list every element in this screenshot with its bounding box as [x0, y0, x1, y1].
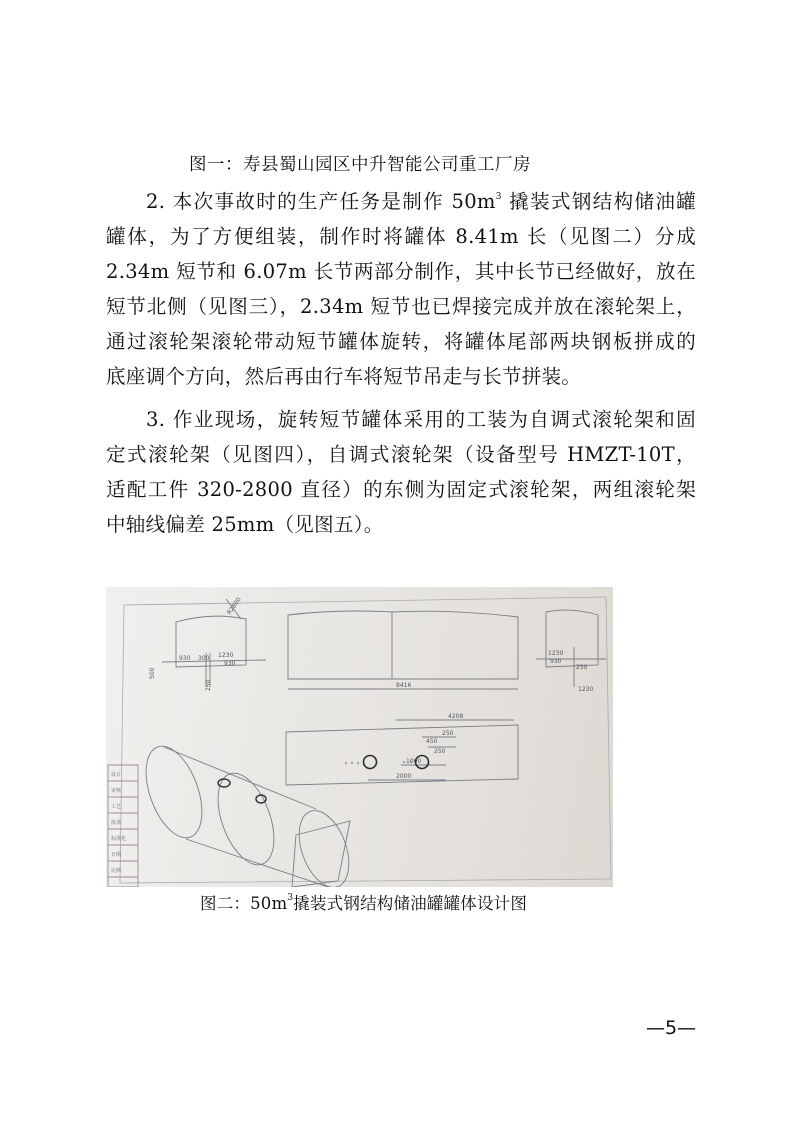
dim-450: 450 [426, 738, 438, 745]
dim-500-left: 500 [149, 667, 156, 679]
tank-drawing-svg [106, 587, 613, 887]
figure2-caption: 图二：$50m^3$撬装式钢结构储油罐罐体设计图 [200, 893, 528, 913]
title-block-cell: 日期 [111, 852, 122, 858]
title-block-cell: 工艺 [111, 804, 122, 810]
para2-line-4: 短节北侧（见图三），2.34m 短节也已焊接完成并放在滚轮架上， [106, 295, 696, 318]
dim-930-left-b: 930 [224, 660, 236, 667]
para2-line-6: 底座调个方向，然后再由行车将短节吊走与长节拼装。 [106, 365, 582, 388]
para2-line-1: 2. 本次事故时的生产任务是制作 $50m^3$ 撬装式钢结构储油罐 [146, 190, 696, 213]
dim-930-left: 930 [179, 655, 191, 662]
dim-8416: 8416 [396, 682, 412, 689]
para3-line-1: 3. 作业现场，旋转短节罐体采用的工装为自调式滚轮架和固 [146, 408, 696, 431]
dim-250-right: 250 [576, 664, 588, 671]
dim-250-b: 250 [434, 748, 446, 755]
para3-line-3: 适配工件 320-2800 直径）的东侧为固定式滚轮架，两组滚轮架 [106, 478, 696, 501]
title-block-cell: 比例 [111, 868, 122, 874]
title-block-cell: 设计 [111, 772, 122, 778]
tank-design-drawing-photo [106, 587, 613, 887]
dim-1230-left-a: 1230 [218, 652, 234, 659]
dim-1230-right-b: 1230 [578, 686, 594, 693]
dim-r2800: R2800 [225, 596, 243, 617]
para2-line-2: 罐体，为了方便组装，制作时将罐体 8.41m 长（见图二）分成 [106, 225, 696, 248]
page-number: —5— [646, 1017, 697, 1039]
title-block-cell: 标准化 [111, 836, 127, 842]
dim-250-left: 250 [205, 679, 212, 691]
dim-1000: 1000 [406, 758, 422, 765]
dim-2000: 2000 [396, 773, 412, 780]
paragraph-3 [106, 402, 696, 542]
para2-line-3: 2.34m 短节和 6.07m 长节两部分制作，其中长节已经做好，放在 [106, 260, 696, 283]
dim-4208: 4208 [448, 713, 464, 720]
dim-1230-right-a: 1230 [548, 650, 564, 657]
dim-300-left: 300 [198, 655, 210, 662]
title-block-cell: 批准 [111, 820, 122, 826]
figure1-caption: 图一：寿县蜀山园区中升智能公司重工厂房 [189, 155, 531, 175]
para2-line-5: 通过滚轮架滚轮带动短节罐体旋转，将罐体尾部两块钢板拼成的 [106, 330, 696, 353]
dim-250-a: 250 [442, 730, 454, 737]
title-block-cell: 审核 [111, 788, 122, 794]
dim-930-right: 930 [550, 658, 562, 665]
para3-line-4: 中轴线偏差 25mm（见图五）。 [106, 513, 384, 536]
para3-line-2: 定式滚轮架（见图四），自调式滚轮架（设备型号 HMZT-10T， [106, 443, 696, 466]
paragraph-2 [106, 184, 696, 394]
